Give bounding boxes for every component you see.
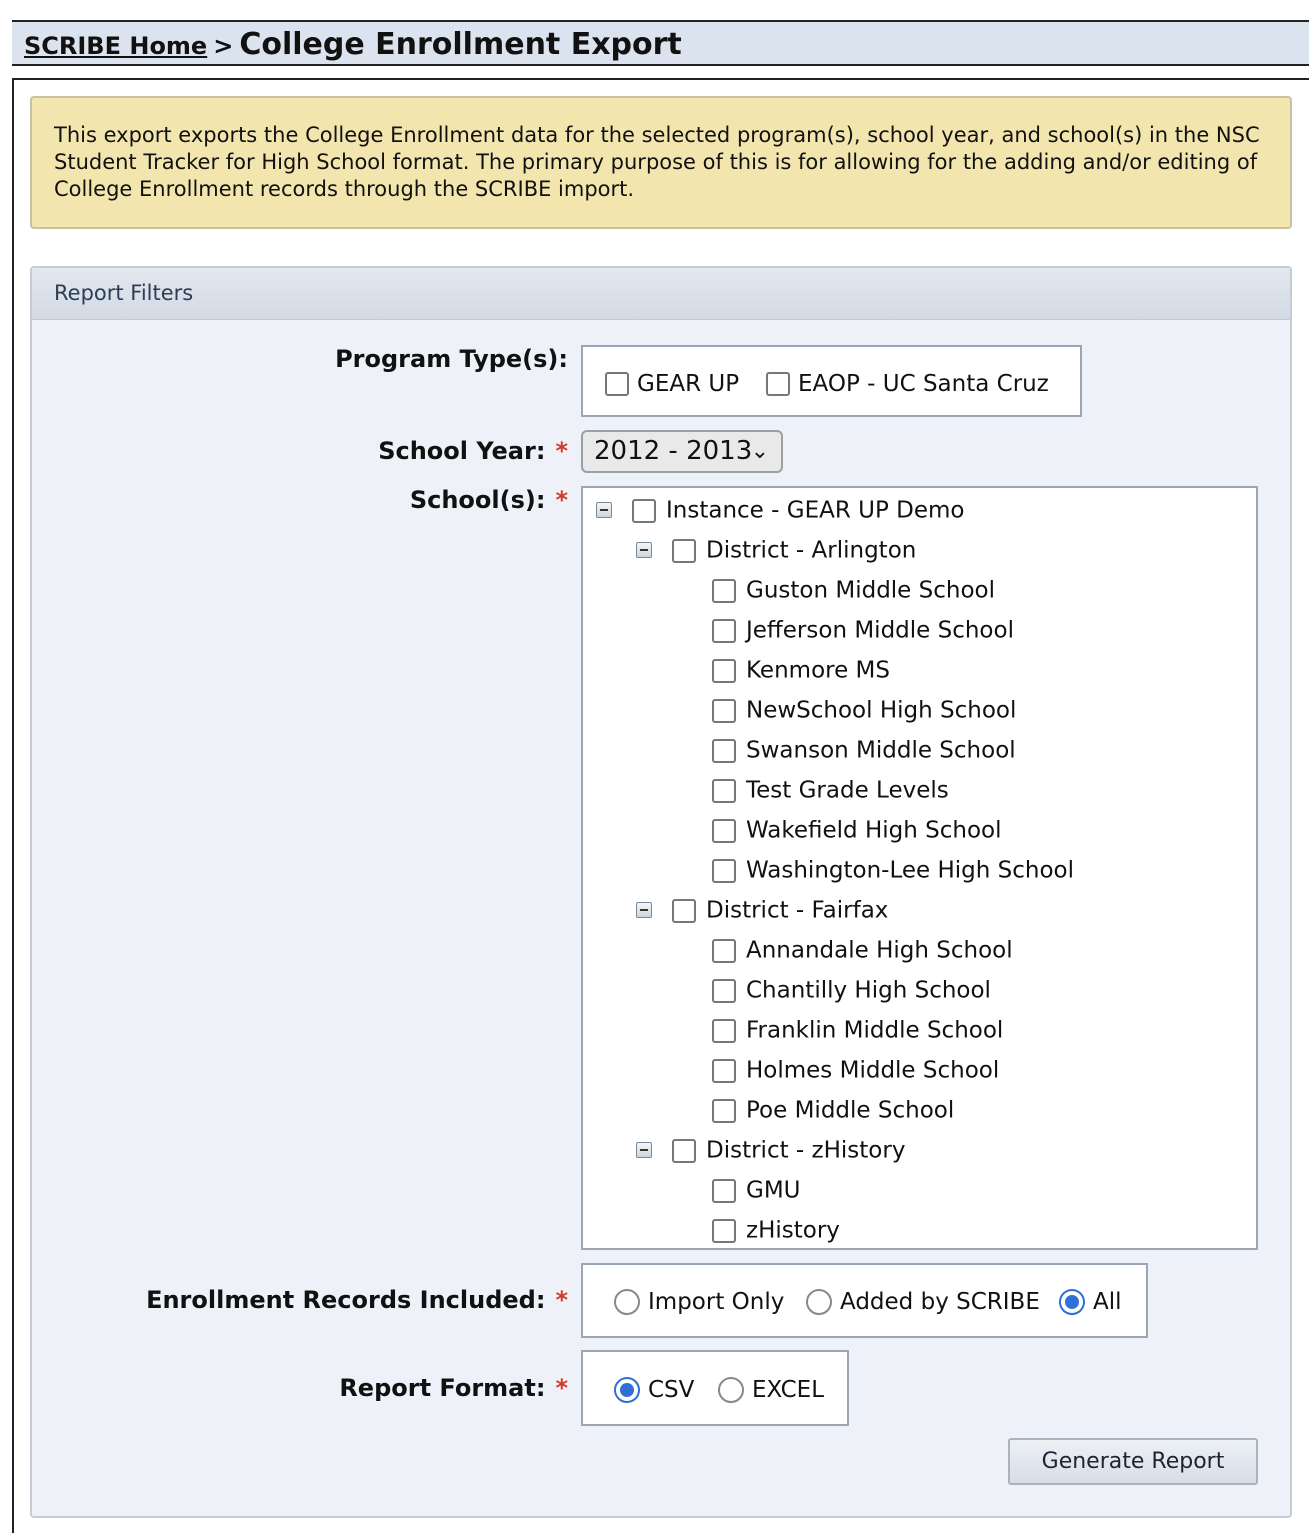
report-format-label <box>339 1374 568 1402</box>
node-label: Chantilly High School <box>746 977 991 1004</box>
school-year-label <box>378 437 568 465</box>
enrollment-records-label-text: Enrollment Records Included: <box>146 1286 546 1314</box>
checkbox[interactable] <box>712 699 736 723</box>
panel-title: Report Filters <box>32 268 1290 320</box>
program-types-label <box>335 345 568 373</box>
report-format-label-text: Report Format: <box>339 1374 546 1402</box>
tree-node-school[interactable] <box>712 775 949 805</box>
collapse-toggle-icon[interactable] <box>636 542 652 558</box>
chevron-down-icon: ⌄ <box>750 439 769 464</box>
radio[interactable] <box>614 1289 640 1315</box>
node-label: Guston Middle School <box>746 577 996 604</box>
collapse-toggle-icon[interactable] <box>636 1142 652 1158</box>
node-label: Franklin Middle School <box>746 1017 1004 1044</box>
radio-selected[interactable] <box>614 1377 640 1403</box>
program-option-gear-up[interactable] <box>605 368 739 399</box>
node-label: Poe Middle School <box>746 1097 955 1124</box>
collapse-toggle-icon[interactable] <box>596 502 612 518</box>
option-label: GEAR UP <box>637 370 740 397</box>
node-label: Kenmore MS <box>746 657 890 684</box>
checkbox[interactable] <box>712 939 736 963</box>
checkbox[interactable] <box>712 1219 736 1243</box>
tree-node-school[interactable] <box>712 1055 999 1085</box>
node-label: Annandale High School <box>746 937 1013 964</box>
breadcrumb <box>24 28 682 63</box>
enrollment-records-label <box>146 1286 568 1314</box>
checkbox[interactable] <box>712 819 736 843</box>
schools-label-text: School(s): <box>409 486 546 514</box>
checkbox[interactable] <box>712 779 736 803</box>
tree-node-district[interactable] <box>672 1135 905 1165</box>
breadcrumb-separator: > <box>213 32 234 60</box>
school-year-select[interactable] <box>581 430 783 473</box>
tree-node-district[interactable] <box>672 535 916 565</box>
checkbox[interactable] <box>672 1139 696 1163</box>
checkbox[interactable] <box>712 619 736 643</box>
radio[interactable] <box>718 1377 744 1403</box>
checkbox[interactable] <box>672 899 696 923</box>
checkbox[interactable] <box>712 1059 736 1083</box>
checkbox[interactable] <box>712 859 736 883</box>
title-bar <box>12 20 1309 66</box>
tree-node-school[interactable] <box>712 695 1016 725</box>
enrollment-option-added-by-scribe[interactable] <box>806 1286 1040 1317</box>
node-label: District - Fairfax <box>706 897 889 924</box>
format-option-excel[interactable] <box>718 1374 824 1405</box>
tree-node-school[interactable] <box>712 855 1074 885</box>
node-label: Washington-Lee High School <box>746 857 1075 884</box>
option-label: CSV <box>648 1376 695 1403</box>
tree-node-school[interactable] <box>712 1175 801 1205</box>
tree-node-school[interactable] <box>712 935 1013 965</box>
node-label: Jefferson Middle School <box>746 617 1014 644</box>
option-label: EXCEL <box>752 1376 825 1403</box>
tree-node-school[interactable] <box>712 1215 840 1245</box>
node-label: GMU <box>746 1177 801 1204</box>
required-mark: * <box>555 437 568 465</box>
format-option-csv[interactable] <box>614 1374 694 1405</box>
node-label: District - Arlington <box>706 537 917 564</box>
checkbox[interactable] <box>712 659 736 683</box>
checkbox[interactable] <box>712 979 736 1003</box>
info-box <box>30 96 1292 229</box>
node-label: District - zHistory <box>706 1137 906 1164</box>
radio[interactable] <box>806 1289 832 1315</box>
checkbox[interactable] <box>712 1099 736 1123</box>
node-label: Instance - GEAR UP Demo <box>666 497 965 524</box>
tree-node-school[interactable] <box>712 815 1001 845</box>
school-year-label-text: School Year: <box>378 437 546 465</box>
checkbox[interactable] <box>712 739 736 763</box>
required-mark: * <box>555 1286 568 1314</box>
node-label: Test Grade Levels <box>746 777 949 804</box>
collapse-toggle-icon[interactable] <box>636 902 652 918</box>
program-option-eaop[interactable] <box>766 368 1049 399</box>
node-label: Holmes Middle School <box>746 1057 1000 1084</box>
tree-node-school[interactable] <box>712 735 1016 765</box>
node-label: NewSchool High School <box>746 697 1017 724</box>
node-label: Swanson Middle School <box>746 737 1016 764</box>
node-label: zHistory <box>746 1217 840 1244</box>
option-label: EAOP - UC Santa Cruz <box>798 370 1049 397</box>
tree-node-school[interactable] <box>712 1015 1003 1045</box>
enrollment-option-all[interactable] <box>1059 1286 1122 1317</box>
node-label: Wakefield High School <box>746 817 1002 844</box>
option-label: Import Only <box>648 1288 785 1315</box>
program-types-label-text: Program Type(s): <box>335 345 568 373</box>
required-mark: * <box>555 486 568 514</box>
checkbox[interactable] <box>605 372 629 396</box>
page-title: College Enrollment Export <box>239 27 682 62</box>
checkbox[interactable] <box>712 579 736 603</box>
school-year-value: 2012 - 2013 <box>594 436 753 466</box>
checkbox[interactable] <box>632 499 656 523</box>
tree-node-school[interactable] <box>712 975 991 1005</box>
tree-node-instance[interactable] <box>632 495 964 525</box>
option-label: Added by SCRIBE <box>840 1288 1040 1315</box>
checkbox[interactable] <box>672 539 696 563</box>
tree-node-school[interactable] <box>712 1095 954 1125</box>
enrollment-option-import-only[interactable] <box>614 1286 784 1317</box>
home-link[interactable]: SCRIBE Home <box>24 32 208 60</box>
tree-node-school[interactable] <box>712 575 995 605</box>
tree-node-school[interactable] <box>712 615 1014 645</box>
required-mark: * <box>555 1374 568 1402</box>
radio-selected[interactable] <box>1059 1289 1085 1315</box>
info-text: This export exports the College Enrollment data for the selected program(s), school year, and school(s) in the NSC Student Tracker for High School format. The primary purpose of this is for allowing for the adding and/or editing of College Enrollment records through the SCRIBE import. <box>54 123 1260 201</box>
checkbox[interactable] <box>712 1019 736 1043</box>
generate-report-button[interactable]: Generate Report <box>1008 1438 1258 1485</box>
tree-node-school[interactable] <box>712 655 890 685</box>
option-label: All <box>1093 1288 1122 1315</box>
checkbox[interactable] <box>766 372 790 396</box>
checkbox[interactable] <box>712 1179 736 1203</box>
tree-node-district[interactable] <box>672 895 888 925</box>
schools-label <box>410 486 568 514</box>
